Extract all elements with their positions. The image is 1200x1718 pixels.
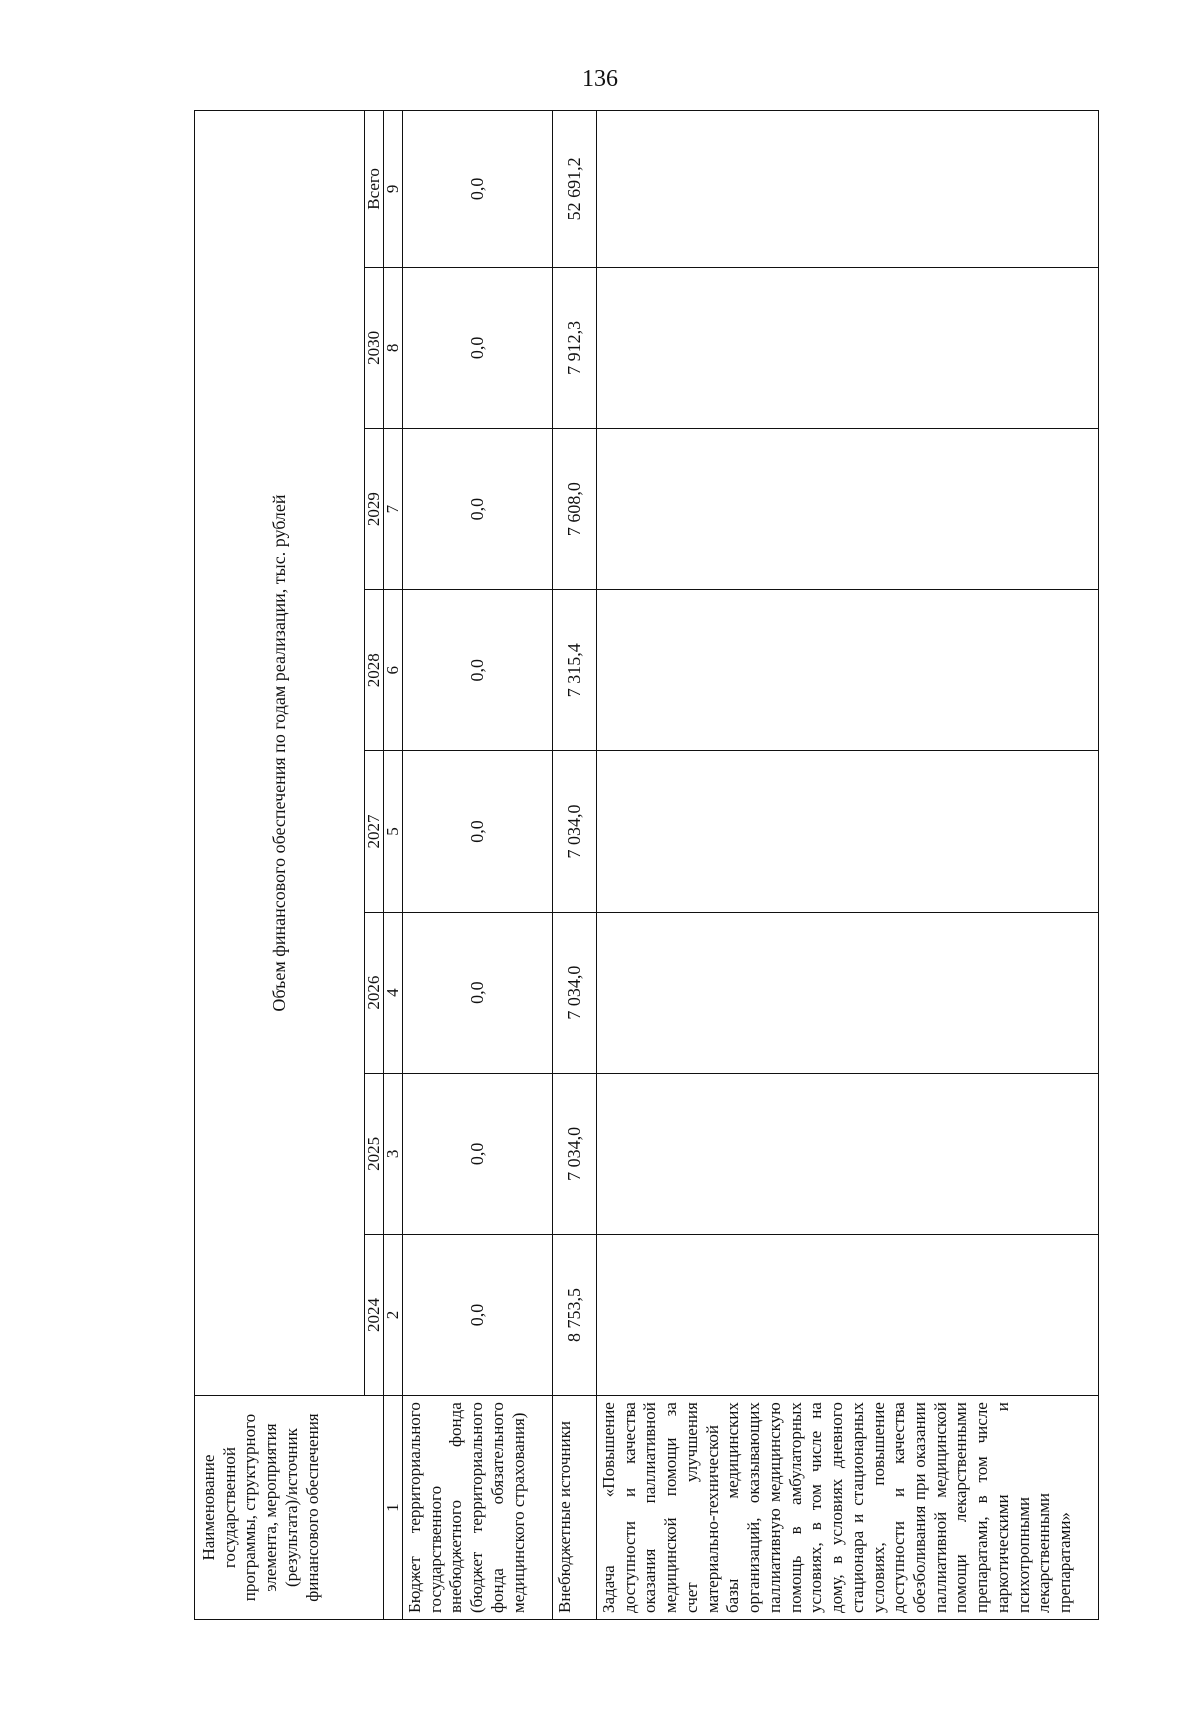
column-number: 9: [384, 111, 403, 268]
year-header: 2026: [365, 912, 384, 1073]
column-number: 1: [384, 1396, 403, 1620]
financing-table: [194, 110, 1099, 1620]
column-number: 6: [384, 590, 403, 751]
year-header: 2027: [365, 751, 384, 912]
table-row: [597, 111, 1099, 1620]
value-cell: [597, 1234, 1099, 1395]
year-header: 2024: [365, 1234, 384, 1395]
column-number: 7: [384, 429, 403, 590]
column-number: 8: [384, 267, 403, 428]
total-cell: 52 691,2: [553, 111, 597, 268]
value-cell: 7 912,3: [553, 267, 597, 428]
value-cell: 0,0: [403, 1234, 553, 1395]
year-header: 2028: [365, 590, 384, 751]
row-label: Бюджет территориального государственного внебюджетного фонда (бюджет территориального фонда обязательного медицинского страхования): [403, 1396, 553, 1620]
column-number: 2: [384, 1234, 403, 1395]
value-cell: 0,0: [403, 751, 553, 912]
value-cell: [597, 429, 1099, 590]
value-cell: 0,0: [403, 912, 553, 1073]
value-cell: 8 753,5: [553, 1234, 597, 1395]
value-cell: 7 034,0: [553, 912, 597, 1073]
column-number: 3: [384, 1073, 403, 1234]
page-number: 136: [582, 66, 618, 92]
table-row: [553, 111, 597, 1620]
value-cell: 7 034,0: [553, 1073, 597, 1234]
total-cell: [597, 111, 1099, 268]
program-name-header: Наименование государственной программы, структурного элемента, мероприятия (результата)/источник финансового обеспечения: [195, 1396, 384, 1620]
table-row: [403, 111, 553, 1620]
value-cell: 7 315,4: [553, 590, 597, 751]
value-cell: 7 608,0: [553, 429, 597, 590]
row-label: Внебюджетные источники: [553, 1396, 597, 1620]
value-cell: 0,0: [403, 590, 553, 751]
value-cell: [597, 1073, 1099, 1234]
value-cell: 0,0: [403, 1073, 553, 1234]
year-header: 2025: [365, 1073, 384, 1234]
value-cell: 0,0: [403, 429, 553, 590]
value-cell: [597, 751, 1099, 912]
financing-volume-header: Объем финансового обеспечения по годам реализации, тыс. рублей: [195, 111, 365, 1396]
total-header: Всего: [365, 111, 384, 268]
column-number: 4: [384, 912, 403, 1073]
value-cell: 7 034,0: [553, 751, 597, 912]
value-cell: [597, 267, 1099, 428]
total-cell: 0,0: [403, 111, 553, 268]
value-cell: [597, 590, 1099, 751]
task-label: Задача «Повышение доступности и качества оказания паллиативной медицинской помощи за счет улучшения материально-технической базы медицинских организаций, оказывающих паллиативную медицинскую помощь в амбулаторных условиях, в том числе на дому, в условиях дневного стационара и стационарных условиях, повышение доступности и качества обезболивания при оказании паллиативной медицинской помощи лекарственными препаратами, в том числе наркотическими и психотропными лекарственными препаратами»: [597, 1396, 1099, 1620]
year-header: 2029: [365, 429, 384, 590]
year-header: 2030: [365, 267, 384, 428]
rotated-table-container: [194, 110, 1099, 1620]
value-cell: 0,0: [403, 267, 553, 428]
column-number: 5: [384, 751, 403, 912]
value-cell: [597, 912, 1099, 1073]
